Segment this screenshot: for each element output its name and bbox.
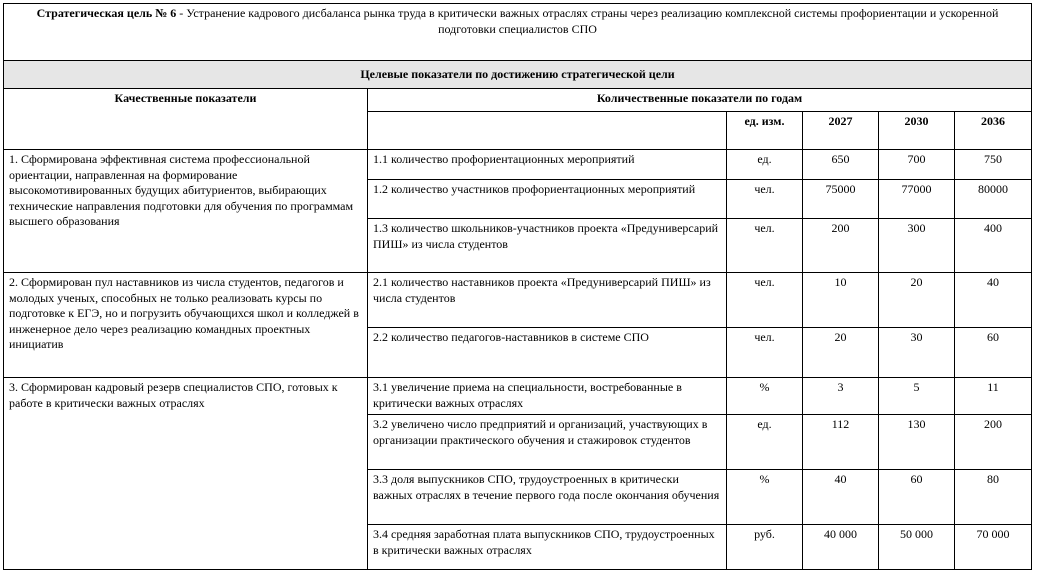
- unit-cell: чел.: [727, 273, 803, 328]
- goal-cell: [4, 4, 1032, 61]
- value-cell-2027: 650: [803, 150, 879, 180]
- year-header: 2030: [879, 112, 955, 150]
- value-cell-2036: 80000: [955, 180, 1032, 219]
- qualitative-header: Качественные показатели: [4, 89, 368, 150]
- quantitative-indicator: 3.1 увеличение приема на специальности, востребованные в критически важных отраслях: [368, 378, 727, 415]
- value-cell-2036: 70 000: [955, 525, 1032, 570]
- unit-cell: руб.: [727, 525, 803, 570]
- quantitative-indicator: 3.4 средняя заработная плата выпускников СПО, трудоустроенных в критически важных отраслях: [368, 525, 727, 570]
- value-cell-2036: 750: [955, 150, 1032, 180]
- value-cell-2030: 700: [879, 150, 955, 180]
- table-row: [4, 273, 1032, 328]
- quantitative-header: Количественные показатели по годам: [368, 89, 1032, 112]
- goal-label: Стратегическая цель № 6: [36, 6, 177, 20]
- qualitative-indicator: 3. Сформирован кадровый резерв специалистов СПО, готовых к работе в критически важных отраслях: [4, 378, 368, 570]
- quantitative-indicator: 1.3 количество школьников-участников проекта «Предуниверсарий ПИШ» из числа студентов: [368, 219, 727, 273]
- value-cell-2036: 400: [955, 219, 1032, 273]
- quantitative-indicator: 3.3 доля выпускников СПО, трудоустроенных в критически важных отраслях в течение первого года после окончания обучения: [368, 470, 727, 525]
- unit-cell: чел.: [727, 219, 803, 273]
- value-cell-2027: 40 000: [803, 525, 879, 570]
- value-cell-2027: 3: [803, 378, 879, 415]
- quantitative-indicator: 2.2 количество педагогов-наставников в системе СПО: [368, 328, 727, 378]
- value-cell-2030: 5: [879, 378, 955, 415]
- value-cell-2030: 60: [879, 470, 955, 525]
- unit-cell: %: [727, 378, 803, 415]
- value-cell-2027: 40: [803, 470, 879, 525]
- value-cell-2036: 200: [955, 415, 1032, 470]
- year-header: 2036: [955, 112, 1032, 150]
- quantitative-indicator: 1.1 количество профориентационных мероприятий: [368, 150, 727, 180]
- strategic-goal-table: [3, 3, 1032, 570]
- table-row: [4, 378, 1032, 415]
- value-cell-2027: 10: [803, 273, 879, 328]
- quantitative-indicator: 2.1 количество наставников проекта «Предуниверсарий ПИШ» из числа студентов: [368, 273, 727, 328]
- unit-cell: ед.: [727, 415, 803, 470]
- unit-cell: чел.: [727, 328, 803, 378]
- value-cell-2030: 130: [879, 415, 955, 470]
- unit-cell: %: [727, 470, 803, 525]
- value-cell-2036: 40: [955, 273, 1032, 328]
- value-cell-2027: 112: [803, 415, 879, 470]
- table-row: [4, 150, 1032, 180]
- value-cell-2030: 30: [879, 328, 955, 378]
- qualitative-indicator: 1. Сформирована эффективная система профессиональной ориентации, направленная на формирование высокомотивированных будущих абитуриентов, выбирающих технические направления подготовки для обучения по программам высшего образования: [4, 150, 368, 273]
- value-cell-2030: 77000: [879, 180, 955, 219]
- section-title: Целевые показатели по достижению стратегической цели: [4, 61, 1032, 89]
- quantitative-indicator: 1.2 количество участников профориентационных мероприятий: [368, 180, 727, 219]
- indicator-header-blank: [368, 112, 727, 150]
- value-cell-2027: 75000: [803, 180, 879, 219]
- value-cell-2030: 300: [879, 219, 955, 273]
- value-cell-2030: 50 000: [879, 525, 955, 570]
- unit-cell: чел.: [727, 180, 803, 219]
- value-cell-2036: 11: [955, 378, 1032, 415]
- goal-text: - Устранение кадрового дисбаланса рынка труда в критически важных отраслях страны через реализацию комплексной системы профориентации и ускоренной подготовки специалистов СПО: [176, 6, 999, 36]
- value-cell-2027: 20: [803, 328, 879, 378]
- value-cell-2036: 80: [955, 470, 1032, 525]
- quantitative-indicator: 3.2 увеличено число предприятий и организаций, участвующих в организации практического обучения и стажировок студентов: [368, 415, 727, 470]
- year-header: 2027: [803, 112, 879, 150]
- value-cell-2036: 60: [955, 328, 1032, 378]
- qualitative-indicator: 2. Сформирован пул наставников из числа студентов, педагогов и молодых ученых, способных не только реализовать курсы по подготовке к ЕГЭ, но и погрузить обучающихся школ и колледжей в инженерное дело через реализацию командных проектных инициатив: [4, 273, 368, 378]
- value-cell-2027: 200: [803, 219, 879, 273]
- unit-header: ед. изм.: [727, 112, 803, 150]
- unit-cell: ед.: [727, 150, 803, 180]
- value-cell-2030: 20: [879, 273, 955, 328]
